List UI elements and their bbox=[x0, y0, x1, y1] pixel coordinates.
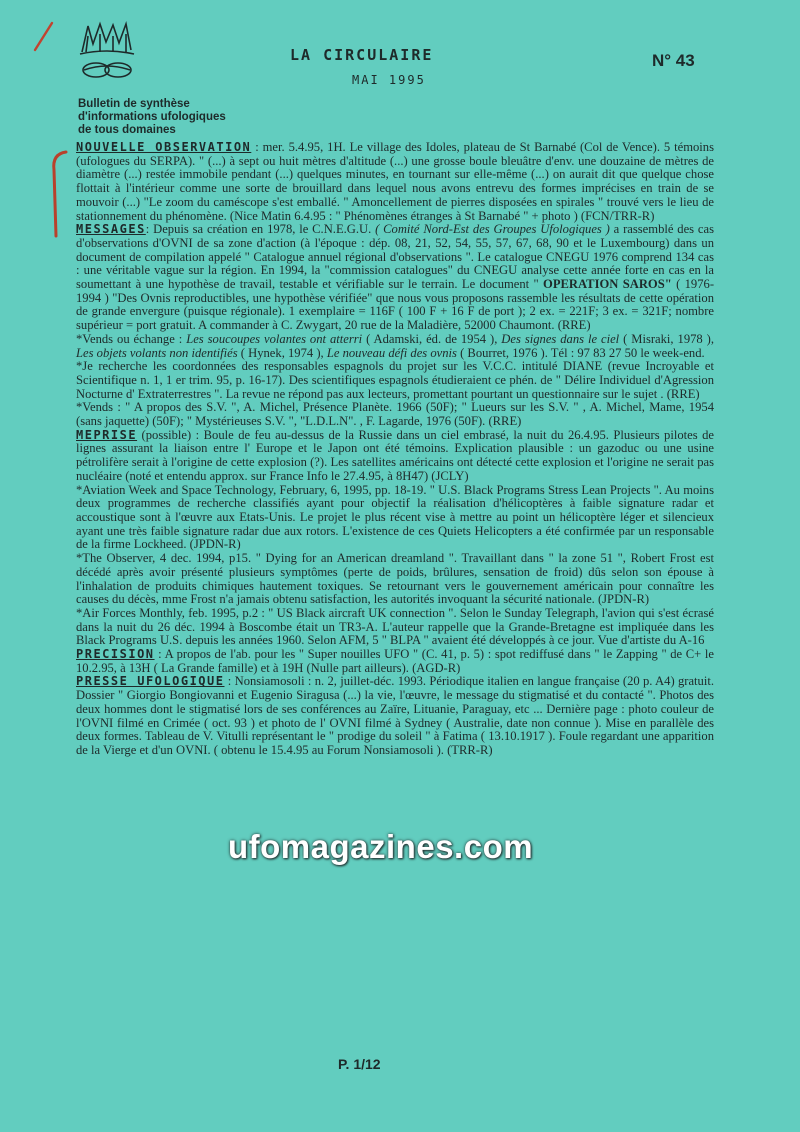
article-body bbox=[76, 141, 714, 758]
article-paragraph bbox=[76, 333, 714, 360]
paragraph-text: : Depuis sa création en 1978, le C.N.E.G.U. bbox=[145, 222, 376, 237]
italic-title: Les objets volants non identifiés bbox=[76, 345, 238, 360]
article-paragraph bbox=[76, 141, 714, 223]
paragraph-text: : mer. 5.4.95, 1H. Le village des Idoles, plateau de St Barnabé (Col de Vence). 5 témoins (ufologues du SERPA). " (...) à sept ou huit mètres d'altitude (...) une grosse boule bleuâtre d'env. une douzaine de mètres de diamètre (...) restée immobile pendant (...) quelques minutes, en tournant sur elle-même (...) on aurait dit que quelque chose flottait à l'intérieur comme une sorte de brouillard dans lequel nous avons entrevu des formes imprécises en train de se mouvoir (...) "Le zoom du caméscope s'est emballé. " Amoncellement de pierres disposées en spirales " trouvé vers le lieu de stationnement du phénomène. (Nice Matin 6.4.95 : " Phénomènes étranges à St Barnabé " + photo ) (FCN/TRR-R) bbox=[76, 140, 715, 223]
paragraph-text: ( Hynek, 1974 ), bbox=[237, 345, 327, 360]
section-heading: PRESSE UFOLOGIQUE bbox=[76, 674, 225, 689]
paragraph-text: ( Bourret, 1976 ). Tél : 97 83 27 50 le week-end. bbox=[456, 345, 705, 360]
italic-title: ( Comité Nord-Est des Groupes Ufologiques ) bbox=[375, 222, 610, 237]
subtitle-line: de tous domaines bbox=[78, 124, 176, 136]
bulletin-subtitle bbox=[78, 98, 226, 137]
margin-bracket-mark bbox=[48, 150, 70, 240]
article-paragraph bbox=[76, 675, 714, 757]
paragraph-text: *Vends : " A propos des S.V. ", A. Michel, Présence Planète. 1966 (50F); " Lueurs sur les S.V. " , A. Michel, Mame, 1954 (sans jaquette) (50F); " Mystérieuses S.V. ", "L.D.L.N". , F. Lagarde, 1976 (50F). (RRE) bbox=[76, 400, 714, 429]
article-paragraph bbox=[76, 401, 714, 428]
issue-number: N° 43 bbox=[652, 51, 695, 70]
subtitle-line: d'informations ufologiques bbox=[78, 111, 226, 123]
article-paragraph bbox=[76, 552, 714, 607]
bold-text: OPERATION SAROS" bbox=[543, 277, 672, 292]
paragraph-text: *Aviation Week and Space Technology, February, 6, 1995, pp. 18-19. " U.S. Black Programs Stress Lean Projects ". Au moins deux programmes de recherche classifiés ayant pour objectif la réalisation d'hélicoptères à faible signature radar et accoustique sont à l'œuvre aux Etats-Unis. Le projet le plus récent vise à mettre au point un hélicoptère léger et silencieux ayant une très faible signature radar due aux rotors. L'existence de ces Quiets Helicopters a été confirmée par un responsable de la firme Lockheed. (JPDN-R) bbox=[76, 482, 714, 552]
section-heading: PRECISION bbox=[76, 647, 155, 662]
paragraph-text: ( 1976-1994 ) "Des Ovnis reproductibles, une hypothèse vérifiée" que nous vous proposons rassemble les résultats de cette opération de grande envergure (puisque régionale). 1 exemplaire = 116F ( 100 F + 16 F de port ); 2 ex. = 221F; 3 ex. = 321F; nombre supérieur = port gratuit. A commander à C. Zwygart, 20 rue de la Maladière, 52000 Chaumont. (RRE) bbox=[76, 277, 715, 333]
paragraph-text: : Nonsiamosoli : n. 2, juillet-déc. 1993. Périodique italien en langue française (20 p. A4) gratuit. Dossier " Giorgio Bongiovanni et Eugenio Siragusa (...) la vie, l'œuvre, le message du stigmatisé et du contacté ". Photos des deux hommes dont le stigmatisé lors de ses conférences au Zaïre, Lituanie, Paraguay, etc ... Dernière page : photo couleur de l'OVNI filmé en Crimée ( oct. 93 ) et photo de l' OVNI filmé à Sydney ( Australie, date non connue ). Mise en parallèle des deux formes. Tableau de V. Vitulli représentant le " prodige du soleil " à Fatima ( 13.10.1917 ). Foule regardant une apparition de la Vierge et d'un OVNI. ( obtenu le 15.4.95 au Forum Nonsiamosoli ). (TRR-R) bbox=[76, 674, 714, 757]
paragraph-text: *The Observer, 4 dec. 1994, p15. " Dying for an American dreamland ". Travaillant dans " la zone 51 ", Robert Frost est décédé après avoir présenté plusieurs symptômes (perte de poids, brûlures, sensation de froid) dûs selon son épouse à l'inhalation de produits chimiques hautement toxiques. Se retournant vers le gouvernement américain pour connaître les causes du décès, mme Frost n'a jamais obtenu satisfaction, les autorités invoquant la sécurité nationale. (JPDN-R) bbox=[76, 551, 714, 607]
paragraph-text: *Vends ou échange : bbox=[76, 331, 187, 346]
subtitle-line: Bulletin de synthèse bbox=[78, 98, 190, 110]
article-paragraph bbox=[76, 484, 714, 553]
paragraph-text: *Air Forces Monthly, feb. 1995, p.2 : " US Black aircraft UK connection ". Selon le Sunday Telegraph, l'avion qui s'est écrasé dans la nuit du 26 déc. 1994 à Boscombe était un TR3-A. L'auteur rappelle que la Grande-Bretagne est impliquée dans les Black Programs U.S. depuis les années 1960. Selon AFM, 5 " BLPA " avaient été développés à ce jour. Vue d'artiste du A-16 bbox=[76, 605, 714, 648]
italic-title: Les soucoupes volantes ont atterri bbox=[186, 331, 363, 346]
pen-mark-icon bbox=[30, 20, 56, 54]
italic-title: Le nouveau défi des ovnis bbox=[326, 345, 457, 360]
paragraph-text: ( Adamski, éd. de 1954 ), bbox=[362, 331, 502, 346]
paragraph-text: *Je recherche les coordonnées des responsables espagnols du projet sur les V.C.C. intitulé DIANE (revue Incroyable et Scientifique n. 1, 1 er trim. 95, p. 16-17). Des scientifiques espagnols étudieraient ce phén. de " Délire Individuel d'Agression Nocturne d' Extraterrestres ". La revue ne répond pas aux lecteurs, promettant pourtant un questionnaire sur le sujet . (RRE) bbox=[76, 359, 714, 401]
paragraph-text: (possible) : Boule de feu au-dessus de la Russie dans un ciel embrasé, la nuit du 26.4.95. Plusieurs pilotes de lignes assurant la liaison entre l' Europe et le Japon ont été témoins. Explication plausible : un gazoduc ou une usine pétrolifère serait à l'origine de cette explosion (?). Les satellites américains ont détecté cette explosion et l'origine ne serait pas nucléaire (noté et entendu approx. sur France Info le 27.4.95, à 8H47) (JCLY) bbox=[76, 427, 714, 483]
article-paragraph bbox=[76, 429, 714, 484]
article-paragraph bbox=[76, 223, 714, 333]
paragraph-text: a rassemblé des cas d'observations d'OVNI de sa zone d'action (à l'époque : dép. 08, 21, 52, 54, 55, 57, 67, 68, 90 et le Luxembourg) dans un document de compilation appelé " Catalogue annuel régional d'observations ". Le catalogue CNEGU 1976 comprend 134 cas : une véritable vague sur la région. En 1994, la "commission catalogues" du CNEGU analyse cette année forte en cas en la soumettant à une hypothèse de travail, testable et vérifiable sur le terrain. Le document " bbox=[76, 222, 714, 292]
page-number: P. 1/12 bbox=[338, 1056, 381, 1072]
article-paragraph bbox=[76, 607, 714, 648]
issue-date: MAI 1995 bbox=[352, 73, 426, 87]
bulletin-title: LA CIRCULAIRE bbox=[290, 46, 434, 64]
watermark: ufomagazines.com bbox=[228, 828, 534, 865]
italic-title: Des signes dans le ciel bbox=[501, 331, 620, 346]
paragraph-text: : A propos de l'ab. pour les " Super nouilles UFO " (C. 41, p. 5) : spot rediffusé dans " le Zapping " de C+ le 10.2.95, à 13H ( La Grande famille) et à 19H (Nulle part ailleurs). (AGD-R) bbox=[76, 647, 714, 675]
section-heading: MEPRISE bbox=[76, 427, 138, 442]
bulletin-logo-icon bbox=[78, 18, 136, 86]
section-heading: NOUVELLE OBSERVATION bbox=[76, 140, 252, 154]
article-paragraph bbox=[76, 360, 714, 401]
section-heading: MESSAGES bbox=[76, 222, 146, 237]
article-paragraph bbox=[76, 648, 714, 675]
paragraph-text: ( Misraki, 1978 ), bbox=[619, 331, 714, 346]
